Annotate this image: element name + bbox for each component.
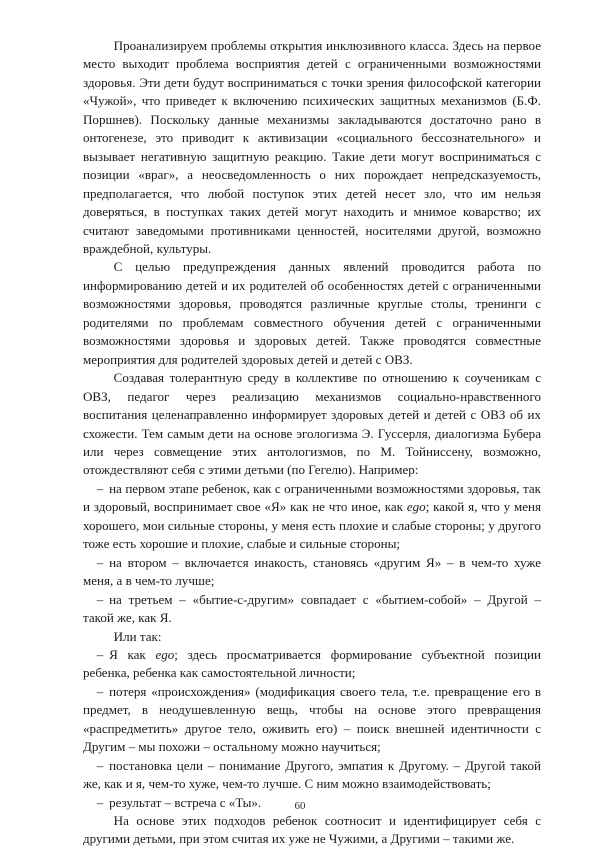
paragraph-1: Проанализируем проблемы открытия инклюзивного класса. Здесь на первое место выходит проблема восприятия детей с ограниченными возможностями здоровья. Эти дети будут восприниматься с точки зрения философской категории «Чужой», что приведет к включению психических защитных механизмов (Б.Ф. Поршнев). Поскольку данные механизмы закладываются достаточно рано в онтогенезе, это приводит к активизации «социального бессознательного» и вызывает негативную защитную реакцию. Такие дети могут восприниматься с позиции «враг», а неосведомленность о них порождает непредсказуемость, предполагается, что любой поступок этих детей несет зло, что им нельзя доверяться, в поступках таких детей могут находить и мнимое коварство; их считают заведомыми противниками ценностей, носителями другой, возможно враждебной, культуры. xyxy=(83,38,541,256)
list-item-text: Я как xyxy=(109,646,156,662)
list1-item-2 xyxy=(83,554,541,591)
list-item-text-cont: ; какой я, что у меня хорошего, мои сильные стороны, у меня есть плохие и слабые стороны; у другого тоже есть хорошие и плохие, слабые и сильные стороны; xyxy=(83,499,541,552)
list-dash: – xyxy=(96,794,104,810)
list-item-text: результат – встреча с «Ты». xyxy=(109,794,262,810)
final-paragraph: На основе этих подходов ребенок соотносит и идентифицирует себя с другими детьми, при этом считая их уже не Чужими, а Другими – такими же. xyxy=(83,813,541,847)
list-item-text: на первом этапе ребенок, как с ограниченными возможностями здоровья, так и здоровый, воспринимает свое «Я» как не что иное, как xyxy=(83,480,541,515)
list-dash: – xyxy=(96,683,104,699)
list-dash: – xyxy=(96,646,104,662)
list1-item-3 xyxy=(83,591,541,628)
paragraph-2: С целью предупреждения данных явлений проводится работа по информированию детей и их родителей об особенностях детей с ограниченными возможностями здоровья, проводятся различные круглые столы, тренинги с родителями по проблемам совместного обучения детей с ограниченными возможностями здоровья и здоровых детей. Также проводятся совместные мероприятия для родителей здоровых детей и детей с ОВЗ. xyxy=(83,259,541,367)
list2-item-2 xyxy=(83,683,541,757)
list-item-emphasis: ego xyxy=(155,646,175,662)
list-dash: – xyxy=(96,554,104,570)
or-line: Или так: xyxy=(113,628,162,644)
paragraph-3: Создавая толерантную среду в коллективе по отношению к соученикам с ОВЗ, педагог через реализацию механизмов социально-нравственного воспитания целенаправленно информирует здоровых детей и детей с ОВЗ об их схожести. Тем самым дети на основе эгологизма Э. Гуссерля, диалогизма Бубера или через совмещение этих антологизмов, по М. Тойниссену, возможно, отождествляют себя с этими детьми (по Гегелю). Например: xyxy=(83,370,541,478)
list-dash: – xyxy=(96,591,104,607)
list-item-text: постановка цели – понимание Другого, эмпатия к Другому. – Другой такой же, как и я, чем-то хуже, чем-то лучше. С ним можно взаимодействовать; xyxy=(83,757,541,792)
body-text xyxy=(83,37,541,849)
list-item-emphasis: ego xyxy=(406,499,426,515)
list2-item-1 xyxy=(83,646,541,683)
list-dash: – xyxy=(96,757,104,773)
list-item-text: на третьем – «бытие-с-другим» совпадает с «бытием-собой» – Другой – такой же, как Я. xyxy=(83,591,541,626)
list-item-text-cont: ; здесь просматривается формирование субъектной позиции ребенка, ребенка как самостоятельной личности; xyxy=(83,646,542,681)
list2-item-3 xyxy=(83,757,541,794)
list1-item-1 xyxy=(83,480,541,554)
list-item-text: потеря «происхождения» (модификация своего тела, т.е. превращение его в предмет, в неодушевленную вещь, чтобы на основе этого превращения «распредметить» другое тело, оживить его) – поиск внешней идентичности с Другим – мы похожи – остальному можно научиться; xyxy=(83,683,541,755)
list-dash: – xyxy=(96,480,104,496)
list-item-text: на втором – включается инакость, становясь «другим Я» – в чем-то хуже меня, а в чем-то лучше; xyxy=(83,554,541,589)
page-number: 60 xyxy=(294,800,306,812)
